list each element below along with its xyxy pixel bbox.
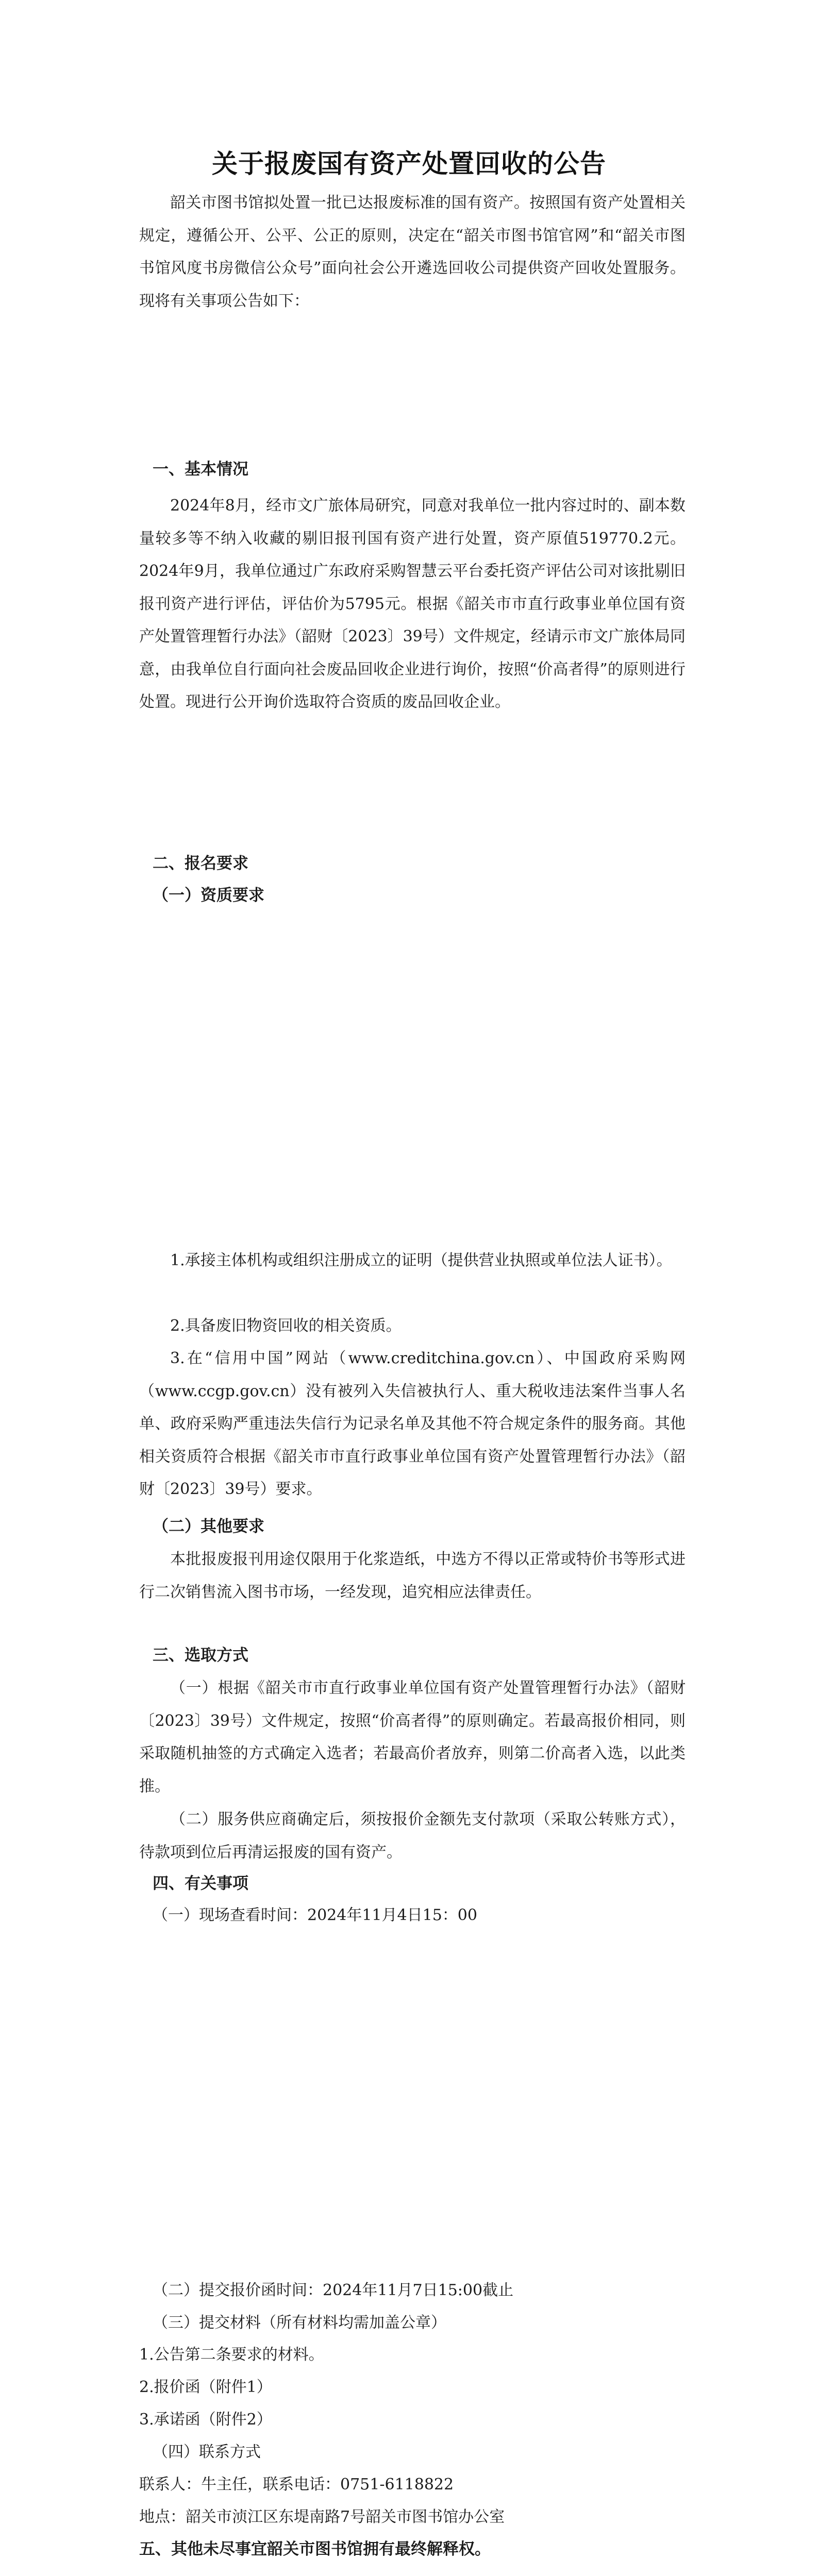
material-item-3: 3.承诺函（附件2）: [139, 2411, 272, 2429]
contact-info: 联系人：牛主任，联系电话：0751-6118822: [139, 2476, 454, 2494]
section-2-heading: 二、报名要求: [153, 854, 248, 873]
site-visit-time: （一）现场查看时间：2024年11月4日15：00: [153, 1906, 477, 1924]
section-4-heading: 四、有关事项: [153, 1874, 248, 1893]
section-3-heading: 三、选取方式: [153, 1646, 248, 1665]
qualification-subheading: （一）资质要求: [153, 886, 264, 905]
other-requirements-subheading: （二）其他要求: [153, 1517, 264, 1536]
contact-heading: （四）联系方式: [153, 2443, 261, 2461]
selection-method-1: （一）根据《韶关市市直行政事业单位国有资产处置管理暂行办法》（韶财〔2023〕39号）文件规定，按照“价高者得”的原则确定。若最高报价相同，则采取随机抽签的方式确定入选者；若最高价者放弃，则第二价高者入选，以此类推。: [139, 1679, 686, 1795]
intro-paragraph: 韶关市图书馆拟处置一批已达报废标准的国有资产。按照国有资产处置相关规定，遵循公开、公平、公正的原则，决定在“韶关市图书馆官网”和“韶关市图书馆风度书房微信公众号”面向社会公开遴选回收公司提供资产回收处置服务。现将有关事项公告如下：: [139, 194, 686, 310]
section-5-heading: 五、其他未尽事宜韶关市图书馆拥有最终解释权。: [139, 2540, 491, 2558]
page-title: 关于报废国有资产处置回收的公告: [212, 149, 606, 179]
contact-address: 地点：韶关市浈江区东堤南路7号韶关市图书馆办公室: [139, 2508, 505, 2526]
materials-heading: （三）提交材料（所有材料均需加盖公章）: [153, 2314, 446, 2332]
material-item-1: 1.公告第二条要求的材料。: [139, 2346, 324, 2364]
material-item-2: 2.报价函（附件1）: [139, 2378, 272, 2396]
qualification-item-1: 1.承接主体机构或组织注册成立的证明（提供营业执照或单位法人证书）。: [170, 1251, 672, 1269]
qualification-item-3: 3.在“信用中国”网站（www.creditchina.gov.cn）、中国政府采购网（www.ccgp.gov.cn）没有被列入失信被执行人、重大税收违法案件当事人名单、政府采购严重违法失信行为记录名单及其他不符合规定条件的服务商。其他相关资质符合根据《韶关市市直行政事业单位国有资产处置管理暂行办法》（韶财〔2023〕39号）要求。: [139, 1349, 686, 1498]
quote-deadline: （二）提交报价函时间：2024年11月7日15:00截止: [153, 2281, 514, 2299]
section-1-body: 2024年8月，经市文广旅体局研究，同意对我单位一批内容过时的、副本数量较多等不纳入收藏的剔旧报刊国有资产进行处置，资产原值519770.2元。2024年9月，我单位通过广东政府采购智慧云平台委托资产评估公司对该批剔旧报刊资产进行评估，评估价为5795元。根据《韶关市市直行政事业单位国有资产处置管理暂行办法》（韶财〔2023〕39号）文件规定，经请示市文广旅体局同意，由我单位自行面向社会废品回收企业进行询价，按照“价高者得”的原则进行处置。现进行公开询价选取符合资质的废品回收企业。: [139, 497, 686, 711]
section-1-heading: 一、基本情况: [153, 460, 248, 479]
qualification-item-2: 2.具备废旧物资回收的相关资质。: [170, 1317, 402, 1335]
other-requirements-body: 本批报废报刊用途仅限用于化浆造纸，中选方不得以正常或特价书等形式进行二次销售流入图书市场，一经发现，追究相应法律责任。: [139, 1550, 686, 1601]
selection-method-2: （二）服务供应商确定后，须按报价金额先支付款项（采取公转账方式），待款项到位后再清运报废的国有资产。: [139, 1810, 686, 1861]
